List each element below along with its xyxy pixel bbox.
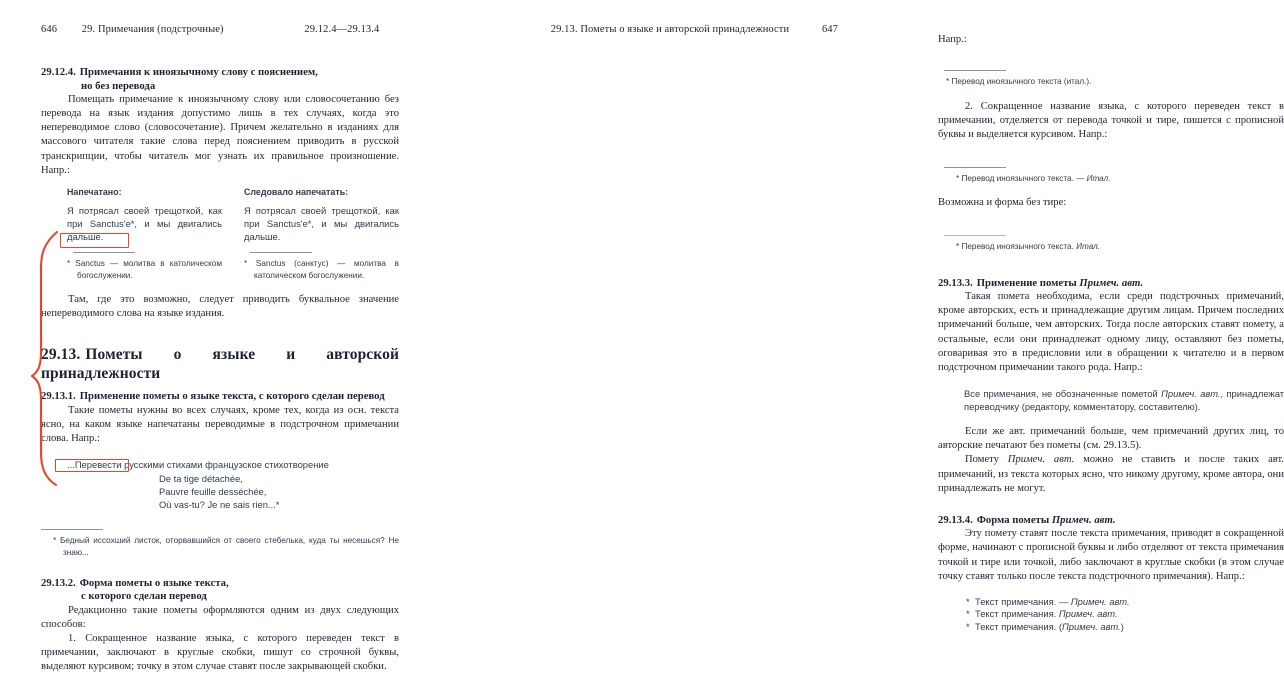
example-block-29-13-3	[938, 387, 1284, 413]
sample-column-correct	[244, 185, 399, 282]
poem-footnote: * Бедный иссохший листок, оторвавшийся от своего стебелька, куда ты несешься? Не знаю...	[53, 536, 399, 557]
poem-line: Pauvre feuille desséchée,	[159, 485, 267, 497]
para-italic: Примеч. авт.	[1007, 454, 1075, 466]
paragraph-29-13-3-b: Если же авт. примечаний больше, чем примечаний других лиц, то авторские печатают без пометы (см. 29.13.5).	[938, 426, 1284, 452]
right-column-body	[938, 33, 1284, 633]
footnote-3-italic: Итал.	[1076, 242, 1101, 252]
folio-left: 646	[41, 24, 58, 35]
paragraph-item-2: 2. Сокращенное название языка, с которого переведен текст в примечании, отделяется от перевода точкой и тире, пишется с прописной буквы и выделяется курсивом. Напр.:	[938, 100, 1284, 140]
footnote-rule-1	[944, 70, 1006, 71]
footnote-2-italic: Итал.	[1086, 173, 1111, 183]
footnote-3	[938, 241, 1284, 252]
sample-text-printed: Я потрясал своей трещоткой, как при Sanctus'e*, и мы двигались дальше.	[67, 204, 222, 243]
heading-29-13-3	[938, 277, 1284, 291]
heading-number: 29.13.1.	[41, 390, 76, 403]
footnote-rule-correct	[250, 252, 312, 253]
page-right	[441, 0, 1284, 659]
heading-29-13-2	[41, 577, 399, 604]
bullet-italic: Примеч. авт.	[1070, 595, 1130, 607]
heading-number: 29.13.3.	[938, 276, 973, 289]
heading-title-italic: Примеч. авт.	[1079, 276, 1144, 289]
heading-title: Применение пометы о языке текста, с которого сделан перевод	[79, 390, 385, 403]
heading-title-line2: с которого сделан перевод	[81, 590, 207, 603]
bullet-pre: Текст примечания. (	[975, 620, 1063, 632]
example-bullet-list	[938, 596, 1284, 634]
sample-label-correct: Следовало напечатать:	[244, 186, 349, 197]
para-pre: Помету	[965, 454, 1008, 466]
sample-footnote-printed: * Sanctus — молитва в католическом богослужении.	[67, 259, 222, 280]
paragraph-after-sample: Там, где это возможно, следует приводить буквальное значение непереводимого слова на языке издания.	[41, 294, 399, 320]
list-item	[966, 596, 1284, 609]
heading-number: 29.13.2.	[41, 576, 76, 589]
paragraph-29-13-3-c	[938, 453, 1284, 495]
running-head-left	[41, 24, 379, 35]
list-item	[966, 621, 1284, 634]
para-post: можно не ставить и после таких авт. примечаний, из текста которых ясно, что никому другому, кроме автора, они принадлежать не могут.	[938, 454, 1284, 494]
bullet-pre: Текст примечания.	[975, 608, 1059, 620]
footnote-rule-2	[944, 167, 1006, 168]
bullet-pre: Текст примечания. —	[975, 595, 1071, 607]
paragraph-29-13-4: Эту помету ставят после текста примечания, приводят в сокращенной форме, начинают с прописной буквы и либо отделяют от текста примечания точкой и тире или точкой, либо заключают в круглые скобки (в этом случае точку ставят только после текста подстрочного примечания). Напр.:	[938, 528, 1284, 582]
sample-comparison-block	[41, 185, 399, 282]
sample-text-correct: Я потрясал своей трещоткой, как при Sanctus'e*, и мы двигались дальше.	[244, 204, 399, 243]
heading-29-13	[41, 345, 399, 383]
bullet-post: )	[1120, 620, 1124, 632]
list-item	[966, 608, 1284, 621]
page-left	[0, 0, 441, 673]
running-head-right	[551, 24, 838, 35]
section-number: 29.13.	[41, 346, 81, 364]
footnote-rule-3	[944, 235, 1006, 236]
footnote-2	[938, 173, 1284, 184]
left-column-body	[41, 66, 399, 674]
paragraph-29-13-2-b: 1. Сокращенное название языка, с которого переведен текст в примечании, заключают в круглые скобки, пишут со строчной буквы, выделяют курсивом; точку в этом случае ставят после закрывающей скобки.	[41, 632, 399, 673]
poem-block	[41, 472, 399, 512]
heading-number: 29.13.4.	[938, 513, 973, 526]
folio-right: 647	[821, 24, 838, 35]
sample-label-printed: Напечатано:	[67, 186, 122, 197]
paragraph-29-13-2-a: Редакционно такие пометы оформляются одним из двух следующих способов:	[41, 604, 399, 630]
bullet-italic: Примеч. авт.	[1058, 608, 1118, 620]
running-head-range-left: 29.12.4—29.13.4	[304, 24, 380, 35]
heading-title-line1: Форма пометы о языке текста,	[79, 576, 229, 589]
example-text-pre: Все примечания, не обозначенные пометой	[964, 387, 1162, 399]
alt-form-lead: Возможна и форма без тире:	[938, 197, 1067, 209]
heading-number: 29.12.4.	[41, 66, 76, 78]
footnote-2-text: * Перевод иноязычного текста. —	[956, 173, 1087, 183]
footnote-3-text: * Перевод иноязычного текста.	[956, 242, 1077, 252]
sample-column-printed	[67, 185, 222, 282]
heading-title-line2: но без перевода	[81, 79, 156, 92]
heading-title-italic: Примеч. авт.	[1051, 513, 1116, 526]
example-text-italic: Примеч. авт.	[1161, 387, 1221, 399]
bullet-italic: Примеч. авт.	[1062, 620, 1121, 632]
poem-line: Où vas-tu? Je ne sais rien...*	[159, 499, 280, 511]
footnote-1: * Перевод иноязычного текста (итал.).	[946, 77, 1092, 87]
running-head-title-right: 29.13. Пометы о языке и авторской принадлежности	[550, 24, 790, 35]
running-head-title-left: 29. Примечания (подстрочные)	[81, 24, 224, 35]
heading-title-text: Применение пометы	[976, 276, 1080, 289]
sample-footnote-correct: * Sanctus (санктус) — молитва в католическом богослужении.	[244, 259, 399, 280]
footnote-rule-printed	[73, 252, 135, 253]
paragraph-29-12-4: Помещать примечание к иноязычному слову или словосочетанию без перевода на язык издания допустимо лишь в тех случаях, когда это непереводимое слово (словосочетание). Причем желательно в изданиях для массового читателя такие слова перед пояснением приводить в русской транскрипции, чтобы читатель мог узнать их правильное произношение. Напр.:	[41, 94, 399, 176]
poem-intro: ...Перевести русскими стихами французское стихотворение	[67, 459, 329, 471]
footnote-rule-poem	[41, 529, 103, 530]
heading-title-text: Форма пометы	[976, 513, 1052, 526]
paragraph-29-13-3: Такая помета необходима, если среди подстрочных примечаний, кроме авторских, есть и принадлежащие другим лицам. Причем последних примечаний больше, чем авторских. Тогда после авторских ставят помету, а остальные, если они принадлежат одному лицу, оставляют без пометы, оговаривая это в предисловии или в обращении к читателю и в первом подстрочном примечании такого рода. Напр.:	[938, 291, 1284, 373]
section-title: Пометы о языке и авторской принадлежности	[41, 346, 399, 383]
heading-29-13-1	[41, 390, 399, 404]
poem-line: De ta tige détachée,	[159, 472, 243, 484]
example-text-post: , принадлежат переводчику (редактору, комментатору, составителю).	[964, 387, 1284, 413]
paragraph-29-13-1: Такие пометы нужны во всех случаях, кроме тех, когда из осн. текста ясно, на каком языке напечатаны переводимые в подстрочном примечании слова. Напр.:	[41, 405, 399, 445]
heading-title-line1: Примечания к иноязычному слову с пояснением,	[79, 66, 318, 78]
heading-29-12-4	[41, 66, 399, 93]
napr-lead-1: Напр.:	[938, 34, 967, 45]
heading-29-13-4	[938, 514, 1284, 528]
